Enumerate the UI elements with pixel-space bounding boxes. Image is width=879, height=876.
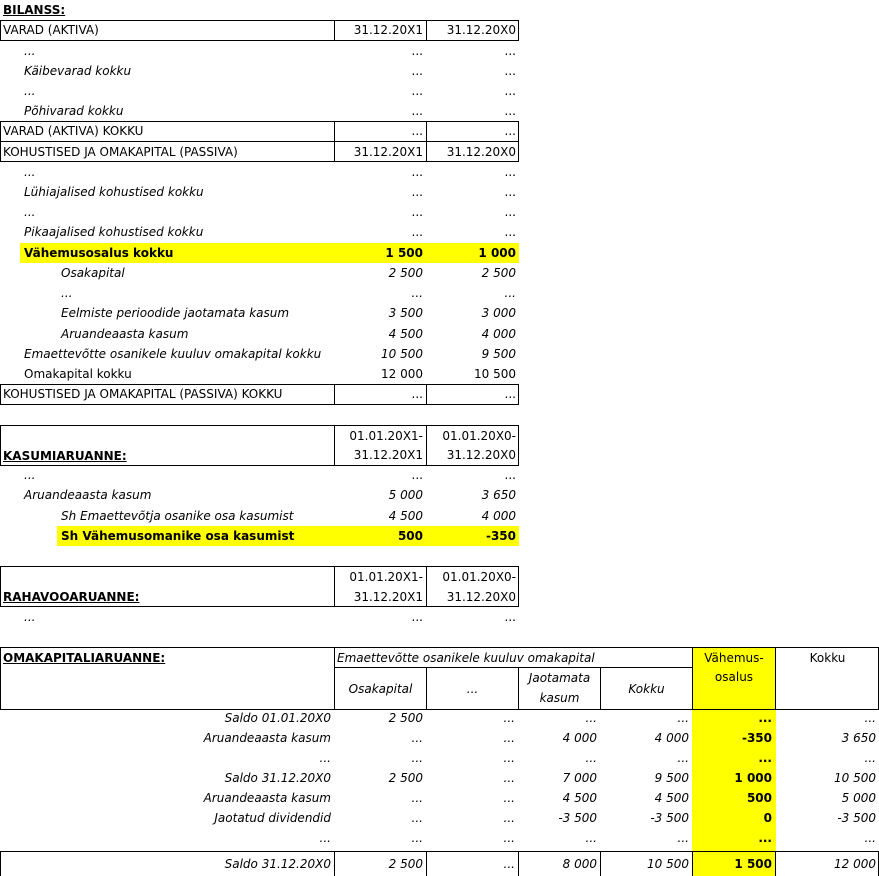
- equity-total-v1: 12 000: [381, 367, 423, 381]
- aktiva-row-v1: ...: [411, 44, 423, 58]
- equity-statement-cell-c: -3 500: [558, 811, 597, 825]
- equity-statement-cell-c: 4 000: [562, 731, 597, 745]
- equity-statement-cell-m: 1 000: [734, 771, 772, 785]
- final-m: 1 500: [734, 857, 772, 871]
- col-total: Kokku: [809, 651, 846, 665]
- col-osakapital: Osakapital: [348, 682, 413, 696]
- kasum-minority-label: Sh Vähemusomanike osa kasumist: [61, 529, 295, 543]
- equity-statement-cell-c: ...: [585, 711, 597, 725]
- equity-statement-cell-d: 4 500: [654, 791, 689, 805]
- equity-row-v1: 2 500: [388, 266, 423, 280]
- raha-col2-line1: 01.01.20X0-: [442, 570, 516, 584]
- equity-row-label: Eelmiste perioodide jaotamata kasum: [61, 306, 290, 320]
- equity-statement-cell-a: ...: [411, 751, 423, 765]
- passiva-row-v1: ...: [411, 205, 423, 219]
- kasum-profit-v2: 3 650: [481, 488, 516, 502]
- passiva-row-label: Pikaajalised kohustised kokku: [24, 225, 204, 239]
- aktiva-row-label: Käibevarad kokku: [24, 64, 132, 78]
- passiva-row-v1: ...: [411, 225, 423, 239]
- raha-col1-line2: 31.12.20X1: [353, 590, 423, 604]
- kasum-col1-line1: 01.01.20X1-: [349, 429, 423, 443]
- kasum-minority-v2: -350: [485, 529, 516, 543]
- equity-statement-cell-c: 7 000: [562, 771, 597, 785]
- kasum-dots-label: ...: [24, 468, 36, 482]
- minority-v1: 1 500: [385, 246, 423, 260]
- aktiva-total-label: VARAD (AKTIVA) KOKKU: [3, 124, 144, 138]
- minority-v2: 1 000: [478, 246, 516, 260]
- passiva-row-v2: ...: [504, 165, 516, 179]
- equity-statement-cell-b: ...: [503, 831, 515, 845]
- equity-statement-cell-label: Saldo 01.01.20X0: [224, 711, 331, 725]
- equity-statement-cell-c: 4 500: [562, 791, 597, 805]
- aktiva-row-label: ...: [24, 44, 36, 58]
- omakapital-title: OMAKAPITALIARUANNE:: [3, 651, 166, 665]
- equity-statement-cell-d: ...: [677, 831, 689, 845]
- kasum-dots-v1: ...: [411, 468, 423, 482]
- parent-equity-v1: 10 500: [381, 347, 423, 361]
- passiva-row-label: Lühiajalised kohustised kokku: [24, 185, 204, 199]
- equity-statement-cell-label: Saldo 31.12.20X0: [224, 771, 331, 785]
- equity-statement-cell-b: ...: [503, 731, 515, 745]
- aktiva-header-col2: 31.12.20X0: [446, 23, 516, 37]
- col-minority-line1: Vähemus-: [704, 651, 764, 665]
- aktiva-row-v1: ...: [411, 64, 423, 78]
- equity-statement-cell-d: ...: [677, 751, 689, 765]
- kasum-col2-line1: 01.01.20X0-: [442, 429, 516, 443]
- aktiva-row-v2: ...: [504, 84, 516, 98]
- passiva-row-v1: ...: [411, 165, 423, 179]
- equity-statement-cell-c: ...: [585, 751, 597, 765]
- equity-row-v2: ...: [504, 286, 516, 300]
- equity-statement-cell-t: -3 500: [837, 811, 876, 825]
- aktiva-header-label: VARAD (AKTIVA): [3, 23, 99, 37]
- equity-statement-cell-m: 0: [763, 811, 772, 825]
- col-minority-line2: osalus: [714, 670, 754, 684]
- aktiva-row-label: ...: [24, 84, 36, 98]
- parent-equity-label: Emaettevõtte osanikele kuuluv omakapital kokku: [24, 347, 322, 361]
- kasum-title: KASUMIARUANNE:: [3, 449, 127, 463]
- equity-row-v1: ...: [411, 286, 423, 300]
- equity-statement-cell-a: ...: [411, 791, 423, 805]
- kasum-profit-label: Aruandeaasta kasum: [24, 488, 152, 502]
- equity-row-v2: 3 000: [481, 306, 516, 320]
- passiva-total-label: KOHUSTISED JA OMAKAPITAL (PASSIVA) KOKKU: [3, 387, 283, 401]
- passiva-header-label: KOHUSTISED JA OMAKAPITAL (PASSIVA): [3, 145, 238, 159]
- col-dots: ...: [466, 682, 479, 696]
- aktiva-row-v1: ...: [411, 104, 423, 118]
- aktiva-total-v1: ...: [411, 124, 423, 138]
- passiva-total-v1: ...: [411, 387, 423, 401]
- passiva-row-v2: ...: [504, 185, 516, 199]
- equity-statement-cell-m: ...: [758, 711, 772, 725]
- aktiva-header-col1: 31.12.20X1: [353, 23, 423, 37]
- equity-statement-cell-t: 3 650: [841, 731, 876, 745]
- passiva-row-label: ...: [24, 165, 36, 179]
- aktiva-row-v2: ...: [504, 44, 516, 58]
- final-c: 8 000: [562, 857, 597, 871]
- col-jaotamata-line1: Jaotamata: [528, 671, 591, 685]
- equity-statement-cell-d: ...: [677, 711, 689, 725]
- equity-row-v1: 3 500: [388, 306, 423, 320]
- equity-statement-cell-a: ...: [411, 811, 423, 825]
- minority-label: Vähemusosalus kokku: [24, 246, 174, 260]
- equity-row-v2: 2 500: [481, 266, 516, 280]
- bilanss-title: BILANSS:: [3, 3, 66, 17]
- equity-statement-cell-label: ...: [319, 831, 331, 845]
- passiva-header-col1: 31.12.20X1: [353, 145, 423, 159]
- equity-row-label: Aruandeaasta kasum: [61, 327, 189, 341]
- final-b: ...: [503, 857, 515, 871]
- equity-statement-cell-c: ...: [585, 831, 597, 845]
- kasum-col2-line2: 31.12.20X0: [446, 448, 516, 462]
- aktiva-total-v2: ...: [504, 124, 516, 138]
- equity-total-v2: 10 500: [474, 367, 516, 381]
- equity-statement-cell-b: ...: [503, 751, 515, 765]
- aktiva-row-v2: ...: [504, 64, 516, 78]
- final-t: 12 000: [834, 857, 876, 871]
- final-a: 2 500: [388, 857, 423, 871]
- aktiva-row-v1: ...: [411, 84, 423, 98]
- kasum-parent-label: Sh Emaettevõtja osanike osa kasumist: [61, 509, 294, 523]
- equity-statement-cell-t: 10 500: [834, 771, 876, 785]
- equity-statement-cell-m: ...: [758, 831, 772, 845]
- raha-dots-v1: ...: [411, 610, 423, 624]
- passiva-row-label: ...: [24, 205, 36, 219]
- kasum-parent-v1: 4 500: [388, 509, 423, 523]
- equity-statement-cell-b: ...: [503, 811, 515, 825]
- raha-title: RAHAVOOARUANNE:: [3, 590, 140, 604]
- equity-statement-cell-a: ...: [411, 831, 423, 845]
- kasum-parent-v2: 4 000: [481, 509, 516, 523]
- equity-statement-cell-t: ...: [864, 831, 876, 845]
- equity-statement-cell-d: -3 500: [650, 811, 689, 825]
- equity-statement-cell-d: 9 500: [654, 771, 689, 785]
- equity-statement-cell-b: ...: [503, 711, 515, 725]
- equity-statement-cell-label: Aruandeaasta kasum: [203, 731, 331, 745]
- aktiva-row-label: Põhivarad kokku: [24, 104, 124, 118]
- passiva-total-v2: ...: [504, 387, 516, 401]
- passiva-row-v2: ...: [504, 205, 516, 219]
- equity-statement-cell-a: 2 500: [388, 711, 423, 725]
- passiva-row-v2: ...: [504, 225, 516, 239]
- final-d: 10 500: [647, 857, 689, 871]
- equity-statement-cell-a: ...: [411, 731, 423, 745]
- equity-row-label: Osakapital: [61, 266, 125, 280]
- equity-statement-cell-t: 5 000: [841, 791, 876, 805]
- equity-statement-cell-t: ...: [864, 711, 876, 725]
- equity-statement-cell-b: ...: [503, 791, 515, 805]
- raha-dots-label: ...: [24, 610, 36, 624]
- raha-col1-line1: 01.01.20X1-: [349, 570, 423, 584]
- final-label: Saldo 31.12.20X0: [224, 857, 331, 871]
- equity-row-v1: 4 500: [388, 327, 423, 341]
- raha-col2-line2: 31.12.20X0: [446, 590, 516, 604]
- equity-statement-cell-m: -350: [741, 731, 772, 745]
- equity-statement-cell-b: ...: [503, 771, 515, 785]
- kasum-col1-line2: 31.12.20X1: [353, 448, 423, 462]
- equity-statement-cell-label: ...: [319, 751, 331, 765]
- equity-statement-cell-label: Aruandeaasta kasum: [203, 791, 331, 805]
- group-header: Emaettevõtte osanikele kuuluv omakapital: [337, 651, 595, 665]
- col-kokku: Kokku: [628, 682, 665, 696]
- equity-total-label: Omakapital kokku: [24, 367, 132, 381]
- passiva-row-v1: ...: [411, 185, 423, 199]
- aktiva-row-v2: ...: [504, 104, 516, 118]
- col-jaotamata-line2: kasum: [539, 691, 580, 705]
- equity-statement-cell-a: 2 500: [388, 771, 423, 785]
- equity-row-label: ...: [61, 286, 73, 300]
- passiva-header-col2: 31.12.20X0: [446, 145, 516, 159]
- equity-statement-cell-m: 500: [746, 791, 772, 805]
- equity-statement-cell-label: Jaotatud dividendid: [214, 811, 331, 825]
- parent-equity-v2: 9 500: [481, 347, 516, 361]
- kasum-minority-v1: 500: [397, 529, 423, 543]
- equity-statement-cell-m: ...: [758, 751, 772, 765]
- equity-statement-cell-t: ...: [864, 751, 876, 765]
- equity-statement-cell-d: 4 000: [654, 731, 689, 745]
- kasum-dots-v2: ...: [504, 468, 516, 482]
- kasum-profit-v1: 5 000: [388, 488, 423, 502]
- raha-dots-v2: ...: [504, 610, 516, 624]
- equity-row-v2: 4 000: [481, 327, 516, 341]
